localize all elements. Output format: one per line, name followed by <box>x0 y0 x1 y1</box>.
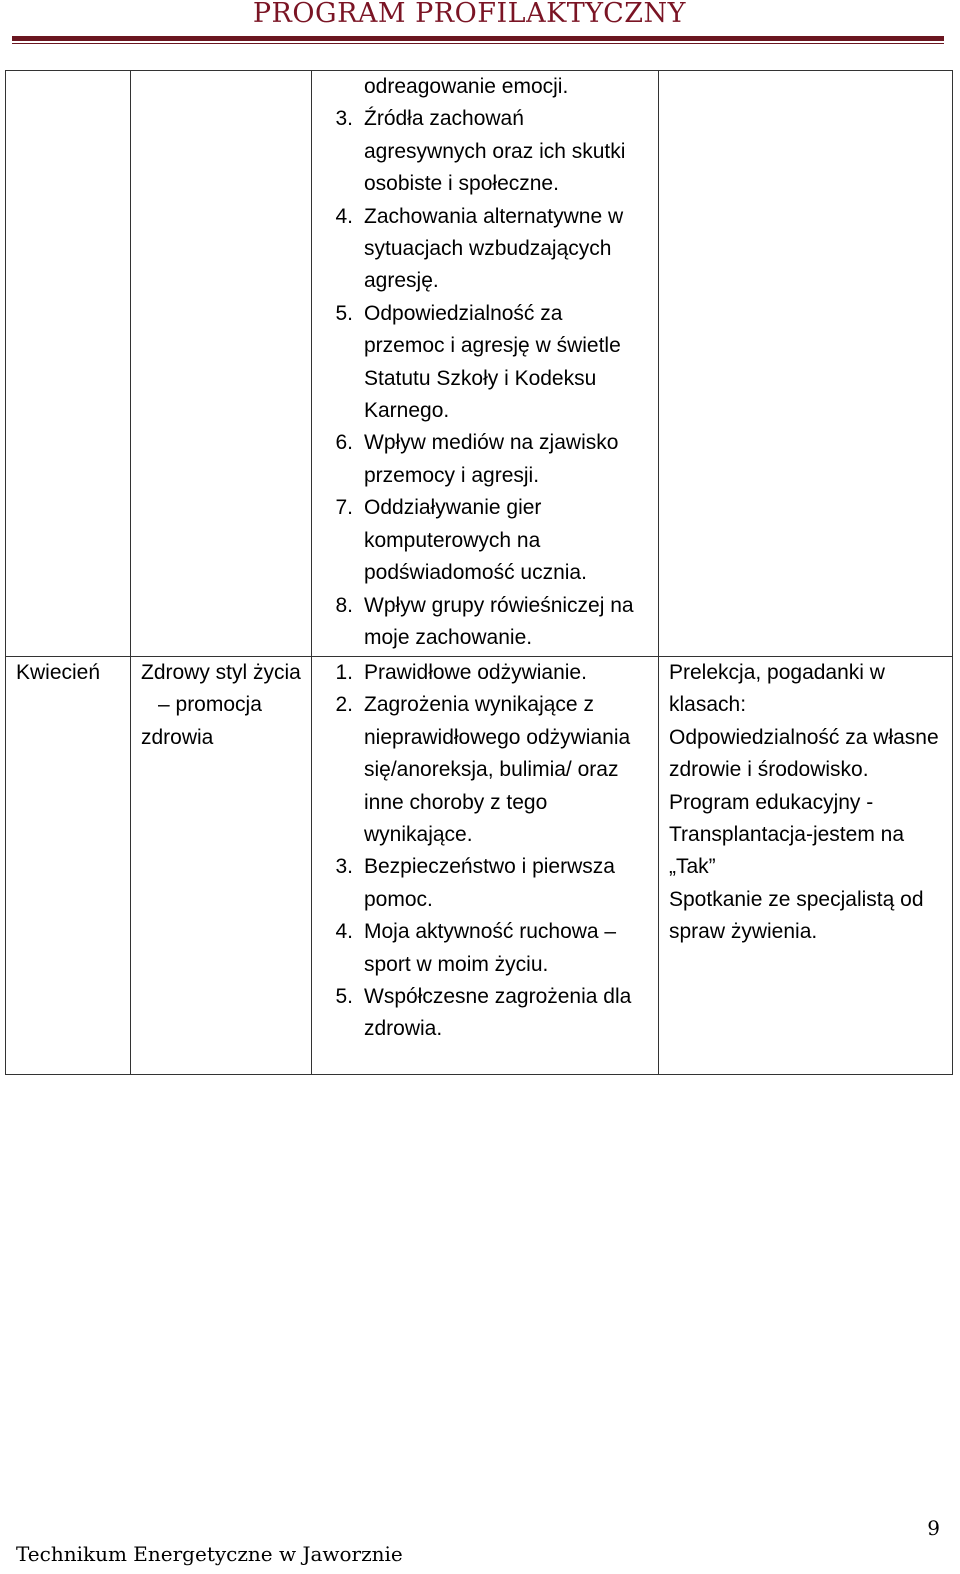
list-item: 5. Odpowiedzialność za przemoc i agresję w świetle Statutu Szkoły i Kodeksu Karnego. <box>335 301 621 423</box>
forms-text: Odpowiedzialność za własne zdrowie i środowisko. <box>669 725 939 782</box>
program-table <box>5 70 953 1075</box>
topic-line: – promocja <box>158 693 262 717</box>
table-row <box>6 657 953 1075</box>
forms-text: Spotkanie ze specjalistą od spraw żywienia. <box>669 887 924 944</box>
list-item: 6. Wpływ mediów na zjawisko przemocy i agresji. <box>335 431 619 487</box>
page-number: 9 <box>927 1516 940 1540</box>
list-item: 7. Oddziaływanie gier komputerowych na podświadomość ucznia. <box>335 496 587 585</box>
list-item: 5. Współczesne zagrożenia dla zdrowia. <box>335 985 632 1041</box>
content-cell <box>312 71 659 657</box>
list-item: 8. Wpływ grupy rówieśniczej na moje zachowanie. <box>335 593 634 649</box>
page-header-title: PROGRAM PROFILAKTYCZNY <box>252 0 686 29</box>
month-cell-empty <box>6 71 131 657</box>
content-list <box>322 103 648 654</box>
list-item: 4. Moja aktywność ruchowa – sport w moim życiu. <box>335 920 617 976</box>
footer-school-name: Technikum Energetyczne w Jaworznie <box>16 1542 403 1566</box>
forms-text: Prelekcja, pogadanki w klasach: <box>669 661 885 717</box>
forms-cell <box>659 657 953 1075</box>
continued-line: odreagowanie emocji. <box>364 75 569 98</box>
topic-cell <box>131 657 312 1075</box>
list-item: 3. Bezpieczeństwo i pierwsza pomoc. <box>335 855 615 911</box>
header-rule-thin <box>12 43 944 44</box>
list-item: 2. Zagrożenia wynikające z nieprawidłowego odżywiania się/anoreksja, bulimia/ oraz inne choroby z tego wynikające. <box>335 693 631 847</box>
month-label: Kwiecień <box>16 661 101 684</box>
topic-line: Zdrowy styl życia <box>141 661 301 684</box>
list-item: 4. Zachowania alternatywne w sytuacjach wzbudzających agresję. <box>335 204 624 293</box>
month-cell <box>6 657 131 1075</box>
content-list <box>322 657 648 1046</box>
topic-cell-empty <box>131 71 312 657</box>
forms-cell-empty <box>659 71 953 657</box>
header-rule <box>12 36 944 41</box>
list-item: 1. Prawidłowe odżywianie. <box>335 661 587 684</box>
topic-line: zdrowia <box>141 725 214 749</box>
table-row <box>6 71 953 657</box>
list-item: 3. Źródła zachowań agresywnych oraz ich skutki osobiste i społeczne. <box>335 107 626 196</box>
forms-text: Program edukacyjny - Transplantacja-jestem na „Tak” <box>669 790 904 879</box>
content-cell <box>312 657 659 1075</box>
